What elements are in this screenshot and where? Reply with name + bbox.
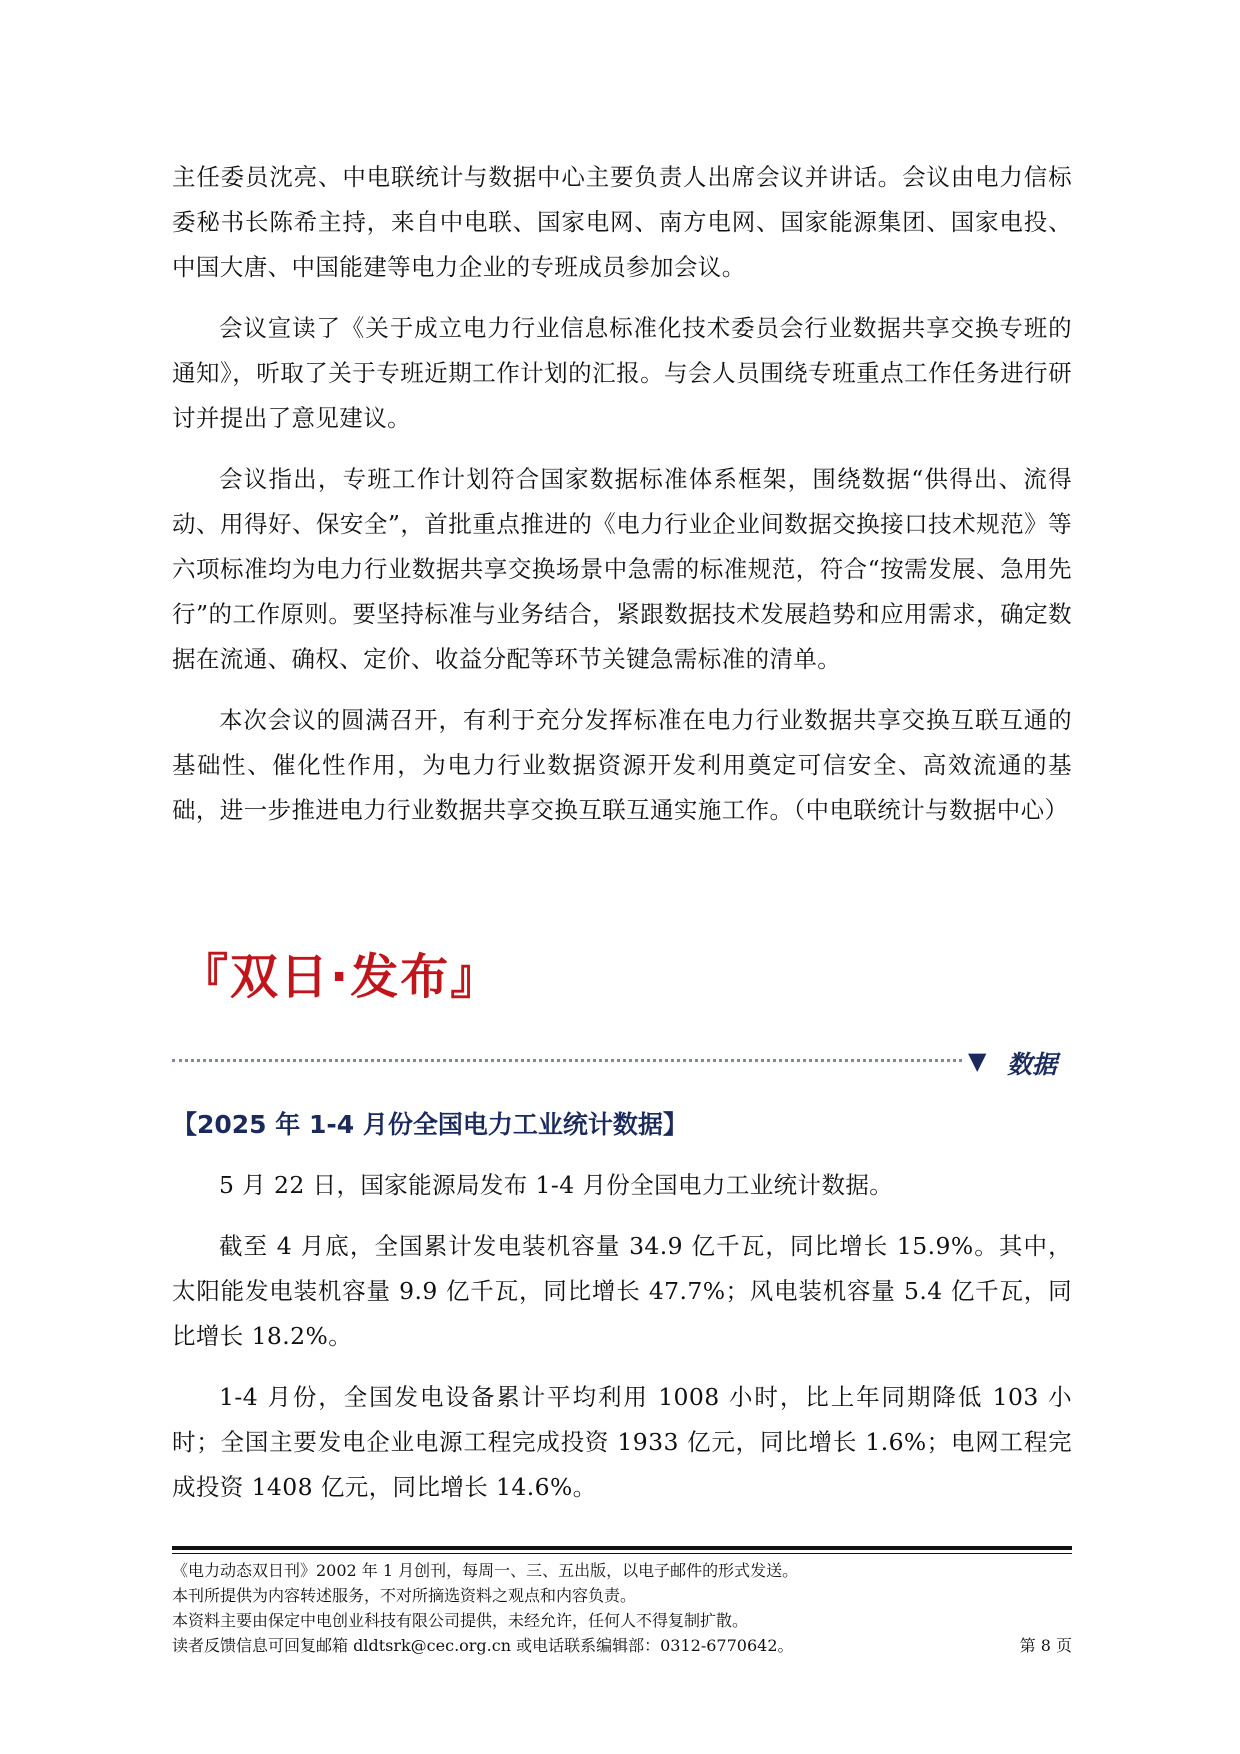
page-number: 第 8 页 xyxy=(1019,1636,1072,1655)
footer xyxy=(172,1558,1072,1658)
body-paragraph: 本次会议的圆满召开，有利于充分发挥标准在电力行业数据共享交换互联互通的基础性、催化性作用，为电力行业数据资源开发利用奠定可信安全、高效流通的基础，进一步推进电力行业数据共享交换互联互通实施工作。（中电联统计与数据中心） xyxy=(172,706,1072,824)
section-heading: 『双日·发布』 xyxy=(180,949,501,1005)
article-paragraph: 截至 4 月底，全国累计发电装机容量 34.9 亿千瓦，同比增长 15.9%。其中，太阳能发电装机容量 9.9 亿千瓦，同比增长 47.7%；风电装机容量 5.4 亿千瓦，同比增长 18.2%。 xyxy=(172,1232,1072,1350)
article-paragraph: 1-4 月份，全国发电设备累计平均利用 1008 小时，比上年同期降低 103 小时；全国主要发电企业电源工程完成投资 1933 亿元，同比增长 1.6%；电网工程完成投资 1408 亿元，同比增长 14.6%。 xyxy=(172,1383,1072,1501)
footer-line: 读者反馈信息可回复邮箱 dldtsrk@cec.org.cn 或电话联系编辑部：0312-6770642。 xyxy=(172,1636,794,1655)
footer-line: 本刊所提供为内容转述服务，不对所摘选资料之观点和内容负责。 xyxy=(172,1586,637,1605)
section-divider xyxy=(172,1045,1072,1079)
footer-line: 《电力动态双日刊》2002 年 1 月创刊，每周一、三、五出版，以电子邮件的形式发送。 xyxy=(172,1561,799,1580)
dotted-rule xyxy=(172,1059,962,1062)
article-paragraph: 5 月 22 日，国家能源局发布 1-4 月份全国电力工业统计数据。 xyxy=(219,1171,894,1199)
article-body xyxy=(172,1163,1072,1526)
body-paragraph: 主任委员沈亮、中电联统计与数据中心主要负责人出席会议并讲话。会议由电力信标委秘书长陈希主持，来自中电联、国家电网、南方电网、国家能源集团、国家电投、中国大唐、中国能建等电力企业的专班成员参加会议。 xyxy=(172,163,1072,281)
article-title: 【2025 年 1-4 月份全国电力工业统计数据】 xyxy=(172,1110,688,1139)
footer-rule-thin xyxy=(172,1553,1072,1554)
body-paragraph: 会议指出，专班工作计划符合国家数据标准体系框架，围绕数据“供得出、流得动、用得好、保安全”，首批重点推进的《电力行业企业间数据交换接口技术规范》等六项标准均为电力行业数据共享交换场景中急需的标准规范，符合“按需发展、急用先行”的工作原则。要坚持标准与业务结合，紧跟数据技术发展趋势和应用需求，确定数据在流通、确权、定价、收益分配等环节关键急需标准的清单。 xyxy=(172,465,1072,673)
footer-rule-thick xyxy=(172,1546,1072,1550)
divider-label: 数据 xyxy=(1007,1050,1058,1079)
footer-line: 本资料主要由保定中电创业科技有限公司提供，未经允许，任何人不得复制扩散。 xyxy=(172,1611,749,1630)
body-paragraph: 会议宣读了《关于成立电力行业信息标准化技术委员会行业数据共享交换专班的通知》，听取了关于专班近期工作计划的汇报。与会人员围绕专班重点工作任务进行研讨并提出了意见建议。 xyxy=(172,314,1072,432)
article-body-continued xyxy=(172,155,1072,849)
triangle-down-icon: ▼ xyxy=(968,1047,987,1075)
